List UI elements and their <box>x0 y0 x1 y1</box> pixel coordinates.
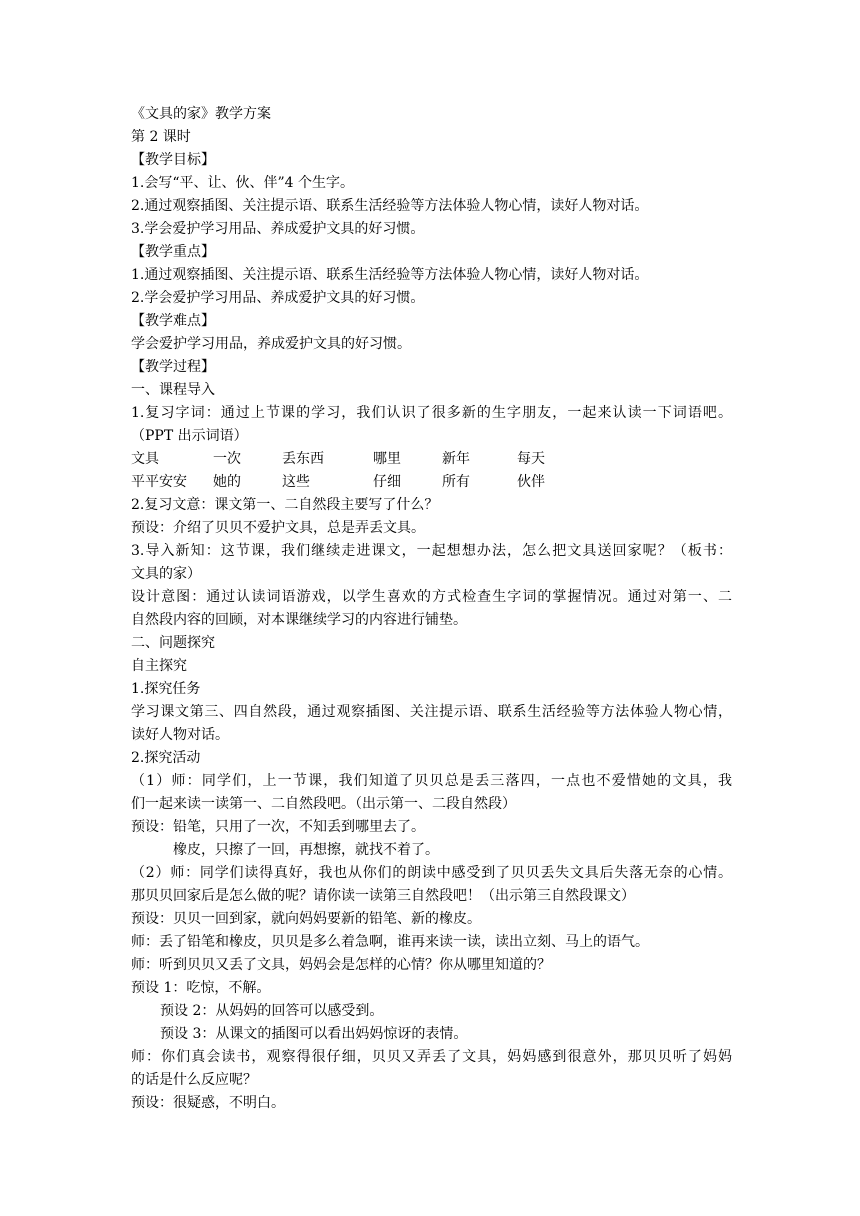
preset-text: 预设：很疑惑，不明白。 <box>131 1095 285 1111</box>
focus-item: 2.学会爱护学习用品、养成爱护文具的好习惯。 <box>131 290 425 306</box>
review-text-question: 2.复习文意：课文第一、二自然段主要写了什么？ <box>131 497 439 513</box>
teacher-text: 师：丢了铅笔和橡皮，贝贝是多么着急啊，谁再来读一读，读出立刻、马上的语气。 <box>131 934 649 950</box>
goal-item: 1.会写“平、让、伙、伴”4 个生字。 <box>131 175 355 191</box>
word-cell: 所有 <box>442 474 470 490</box>
focus-heading: 【教学重点】 <box>131 244 215 260</box>
intro-text: 文具的家） <box>131 566 201 582</box>
activity-text: （1）师：同学们，上一节课，我们知道了贝贝总是丢三落四，一点也不爱惜她的文具，我 <box>131 773 732 789</box>
focus-item: 1.通过观察插图、关注提示语、联系生活经验等方法体验人物心情，读好人物对话。 <box>131 267 649 283</box>
word-cell: 文具 <box>131 451 159 467</box>
difficulty-heading: 【教学难点】 <box>131 313 215 329</box>
word-cell: 每天 <box>517 451 545 467</box>
goals-heading: 【教学目标】 <box>131 152 215 168</box>
word-cell: 一次 <box>213 451 241 467</box>
preset-text: 橡皮，只擦了一回，再想擦，就找不着了。 <box>173 842 439 858</box>
word-row <box>131 471 732 494</box>
activity-heading: 2.探究活动 <box>131 750 201 766</box>
activity-text: （2）师：同学们读得真好，我也从你们的朗读中感受到了贝贝丢失文具后失落无奈的心情。 <box>131 865 732 881</box>
word-cell: 这些 <box>282 474 310 490</box>
preset-text: 预设：介绍了贝贝不爱护文具，总是弄丢文具。 <box>131 520 425 536</box>
review-words-text: 1.复习字词：通过上节课的学习，我们认识了很多新的生字朋友，一起来认读一下词语吧。 <box>131 405 732 421</box>
word-cell: 新年 <box>442 451 470 467</box>
preset-text: 预设 1：吃惊，不解。 <box>131 980 271 996</box>
teacher-text: 师：听到贝贝又丢了文具，妈妈会是怎样的心情？你从哪里知道的？ <box>131 957 551 973</box>
word-cell: 平平安安 <box>131 474 187 490</box>
word-cell: 丢东西 <box>282 451 324 467</box>
subsection-heading: 自主探究 <box>131 658 187 674</box>
teacher-text: 师：你们真会读书，观察得很仔细，贝贝又弄丢了文具，妈妈感到很意外，那贝贝听了妈妈 <box>131 1049 732 1065</box>
teacher-text: 的话是什么反应呢？ <box>131 1072 257 1088</box>
difficulty-text: 学会爱护学习用品，养成爱护文具的好习惯。 <box>131 336 411 352</box>
lesson-number: 第 2 课时 <box>131 129 191 145</box>
word-cell: 伙伴 <box>517 474 545 490</box>
goal-item: 2.通过观察插图、关注提示语、联系生活经验等方法体验人物心情，读好人物对话。 <box>131 198 649 214</box>
section-heading: 一、课程导入 <box>131 382 215 398</box>
process-heading: 【教学过程】 <box>131 359 215 375</box>
design-intent: 自然段内容的回顾，对本课继续学习的内容进行铺垫。 <box>131 612 467 628</box>
word-cell: 她的 <box>213 474 241 490</box>
review-words-text: （PPT 出示词语） <box>131 428 248 444</box>
activity-text: 们一起来读一读第一、二自然段吧。（出示第一、二段自然段） <box>131 796 516 812</box>
section-heading: 二、问题探究 <box>131 635 215 651</box>
design-intent: 设计意图：通过认读词语游戏，以学生喜欢的方式检查生字词的掌握情况。通过对第一、二 <box>131 589 732 605</box>
preset-text: 预设：贝贝一回到家，就向妈妈要新的铅笔、新的橡皮。 <box>131 911 481 927</box>
intro-text: 3.导入新知：这节课，我们继续走进课文，一起想想办法，怎么把文具送回家呢？（板书： <box>131 543 732 559</box>
task-text: 读好人物对话。 <box>131 727 229 743</box>
word-cell: 哪里 <box>373 451 401 467</box>
preset-text: 预设：铅笔，只用了一次，不知丢到哪里去了。 <box>131 819 425 835</box>
word-row <box>131 448 732 471</box>
goal-item: 3.学会爱护学习用品、养成爱护文具的好习惯。 <box>131 221 425 237</box>
word-cell: 仔细 <box>373 474 401 490</box>
doc-title: 《文具的家》教学方案 <box>131 106 271 122</box>
activity-text: 那贝贝回家后是怎么做的呢？请你读一读第三自然段吧！（出示第三自然段课文） <box>131 888 635 904</box>
task-heading: 1.探究任务 <box>131 681 201 697</box>
preset-text: 预设 2：从妈妈的回答可以感受到。 <box>160 1003 384 1019</box>
preset-text: 预设 3：从课文的插图可以看出妈妈惊讶的表情。 <box>160 1026 468 1042</box>
task-text: 学习课文第三、四自然段，通过观察插图、关注提示语、联系生活经验等方法体验人物心情， <box>131 704 732 720</box>
